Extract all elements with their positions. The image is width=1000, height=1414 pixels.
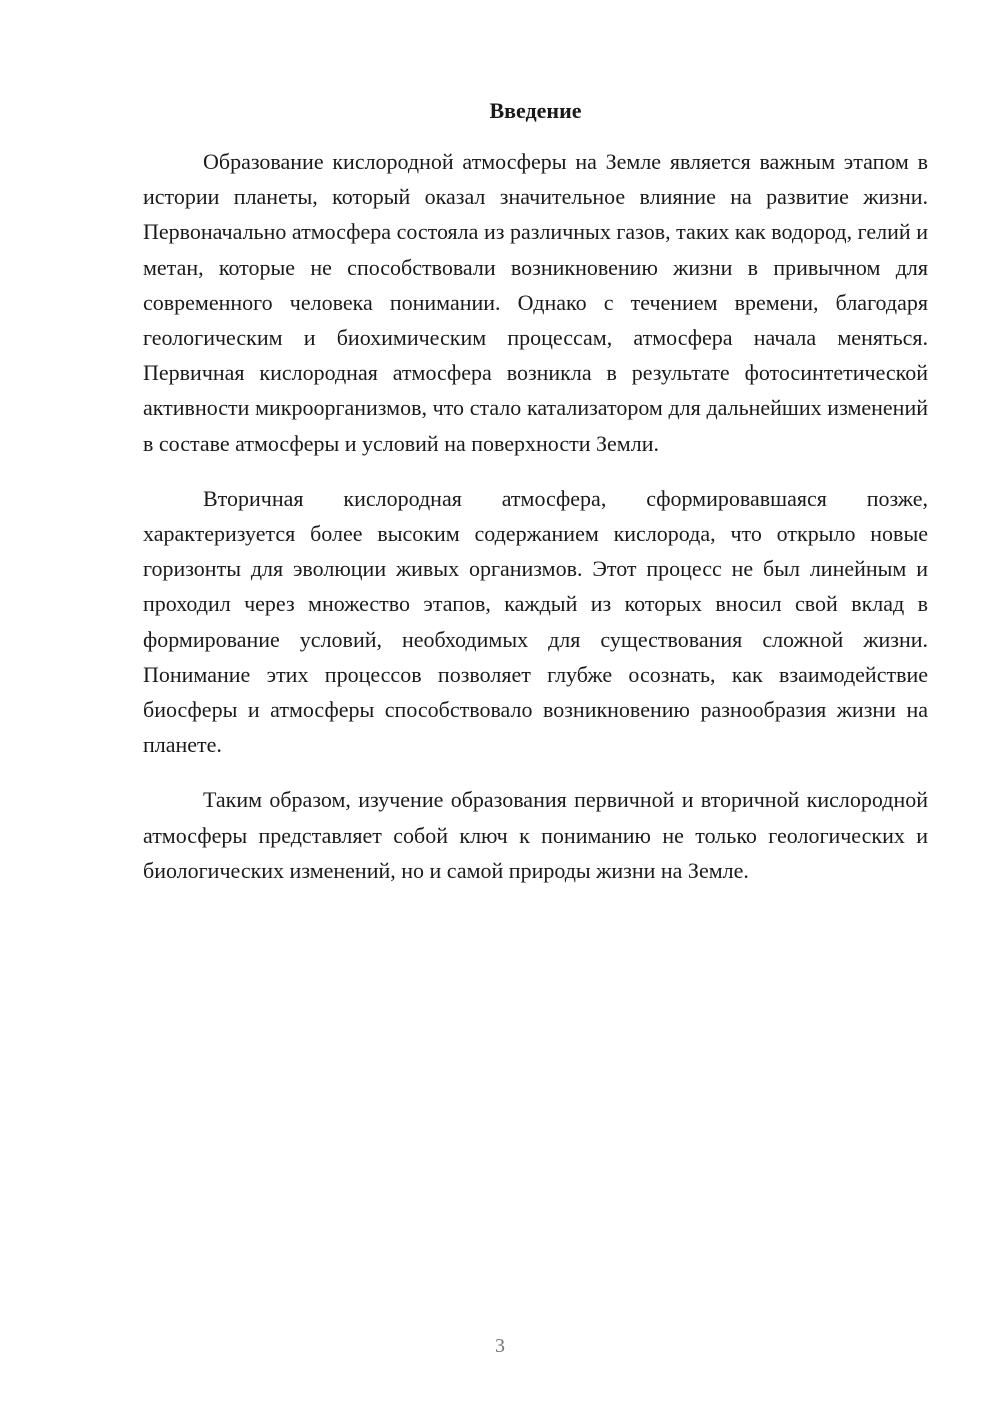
page-number: 3 xyxy=(495,1335,505,1357)
page-title: Введение xyxy=(489,98,582,123)
paragraph-2: Вторичная кислородная атмосфера, сформировавшаяся позже, характеризуется более высоким содержанием кислорода, что открыло новые горизонты для эволюции живых организмов. Этот процесс не был линейным и проходил через множество этапов, каждый из которых вносил свой вклад в формирование условий, необходимых для существования сложной жизни. Понимание этих процессов позволяет глубже осознать, как взаимодействие биосферы и атмосферы способствовало возникновению разнообразия жизни на планете. xyxy=(143,485,928,758)
paragraph-3: Таким образом, изучение образования первичной и вторичной кислородной атмосферы представляет собой ключ к пониманию не только геологических и биологических изменений, но и самой природы жизни на Земле. xyxy=(143,787,928,883)
paragraph-1: Образование кислородной атмосферы на Земле является важным этапом в истории планеты, который оказал значительное влияние на развитие жизни. Первоначально атмосфера состояла из различных газов, таких как водород, гелий и метан, которые не способствовали возникновению жизни в привычном для современного человека понимании. Однако с течением времени, благодаря геологическим и биохимическим процессам, атмосфера начала меняться. Первичная кислородная атмосфера возникла в результате фотосинтетической активности микроорганизмов, что стало катализатором для дальнейших изменений в составе атмосферы и условий на поверхности Земли. xyxy=(143,149,928,456)
document-body xyxy=(143,144,928,908)
